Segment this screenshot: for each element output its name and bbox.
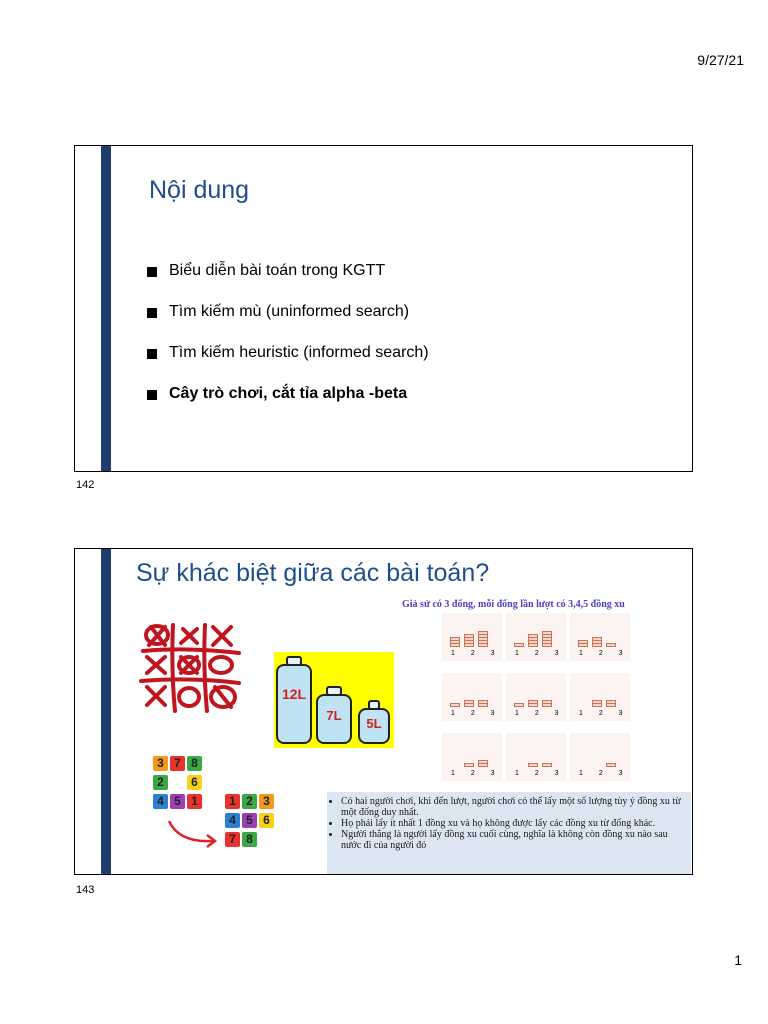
rules-box	[327, 792, 691, 874]
pile-numbers: 1 2 3	[515, 770, 566, 777]
page-date: 9/27/21	[697, 52, 744, 68]
list-item	[147, 385, 429, 426]
puzzle-tile: 8	[242, 832, 257, 847]
coin-state-thumbnail	[506, 733, 566, 781]
jug-label: 5L	[366, 716, 382, 731]
pile-numbers: 1 2 3	[515, 710, 566, 717]
jug-5l	[358, 708, 390, 744]
square-bullet-icon	[147, 390, 157, 400]
puzzle-tile: 3	[153, 756, 168, 771]
jug-12l	[276, 664, 312, 744]
pile-numbers: 1 2 3	[451, 770, 502, 777]
arrow-right-icon	[165, 815, 221, 849]
puzzle-tile: 8	[187, 756, 202, 771]
bullet-text: Tìm kiếm heuristic (informed search)	[169, 344, 429, 361]
jug-7l	[316, 694, 352, 744]
pile-numbers: 1 2 3	[579, 650, 630, 657]
square-bullet-icon	[147, 349, 157, 359]
coin-state-thumbnail	[442, 673, 502, 721]
puzzle-tile: 2	[153, 775, 168, 790]
rule-item: • Họ phải lấy ít nhất 1 đồng xu và họ không được lấy các đồng xu từ đống khác.	[341, 818, 685, 829]
puzzle-tile: 7	[170, 756, 185, 771]
slide-142	[74, 145, 693, 472]
slide-number: 142	[76, 479, 95, 491]
tic-tac-toe-image	[135, 621, 245, 713]
puzzle-tile: 2	[242, 794, 257, 809]
pile-numbers: 1 2 3	[451, 710, 502, 717]
slide-accent-bar	[101, 146, 111, 471]
slide-number: 143	[76, 884, 95, 896]
puzzle-tile: 7	[225, 832, 240, 847]
coin-state-thumbnail	[570, 613, 630, 661]
rule-item: • Người thắng là người lấy đồng xu cuối cùng, nghĩa là không còn đồng xu nào sau nước đi của người đó	[341, 829, 685, 851]
slide-title: Sự khác biệt giữa các bài toán?	[136, 559, 490, 587]
coin-state-thumbnail	[442, 733, 502, 781]
square-bullet-icon	[147, 308, 157, 318]
list-item	[147, 262, 429, 303]
pile-numbers: 1 2 3	[579, 770, 630, 777]
puzzle-tile: 5	[170, 794, 185, 809]
coin-state-thumbnail	[570, 733, 630, 781]
pile-numbers: 1 2 3	[579, 710, 630, 717]
puzzle-goal-image	[225, 794, 285, 850]
rules-list	[327, 796, 685, 851]
page-number: 1	[734, 952, 742, 968]
puzzle-tile: 5	[242, 813, 257, 828]
list-item	[147, 344, 429, 385]
water-jugs-image	[274, 652, 394, 748]
rule-item: • Có hai người chơi, khi đến lượt, người chơi có thể lấy một số lượng tùy ý đồng xu từ một đống duy nhất.	[341, 796, 685, 818]
coin-state-thumbnail	[442, 613, 502, 661]
bullet-text: Tìm kiếm mù (uninformed search)	[169, 303, 410, 320]
puzzle-tile: 4	[225, 813, 240, 828]
puzzle-start-image	[153, 756, 213, 812]
slide-title: Nội dung	[149, 176, 250, 204]
coin-state-thumbnail	[570, 673, 630, 721]
puzzle-tile: 3	[259, 794, 274, 809]
puzzle-tile: 4	[153, 794, 168, 809]
coin-state-thumbnail	[506, 673, 566, 721]
square-bullet-icon	[147, 267, 157, 277]
slide-143	[74, 548, 693, 875]
bullet-text: Biểu diễn bài toán trong KGTT	[169, 262, 386, 279]
jug-label: 12L	[281, 686, 307, 702]
slide-accent-bar	[101, 549, 111, 874]
bullet-text: Cây trò chơi, cắt tỉa alpha -beta	[169, 385, 408, 402]
coin-state-thumbnail	[506, 613, 566, 661]
coin-game-title: Giả sử có 3 đống, mỗi đống lần lượt có 3,4,5 đồng xu	[402, 599, 625, 610]
pile-numbers: 1 2 3	[515, 650, 566, 657]
puzzle-tile: 1	[187, 794, 202, 809]
bullet-list	[147, 262, 429, 426]
pile-numbers: 1 2 3	[451, 650, 502, 657]
list-item	[147, 303, 429, 344]
jug-label: 7L	[326, 708, 342, 723]
puzzle-tile: 1	[225, 794, 240, 809]
puzzle-tile: 6	[187, 775, 202, 790]
puzzle-tile: 6	[259, 813, 274, 828]
